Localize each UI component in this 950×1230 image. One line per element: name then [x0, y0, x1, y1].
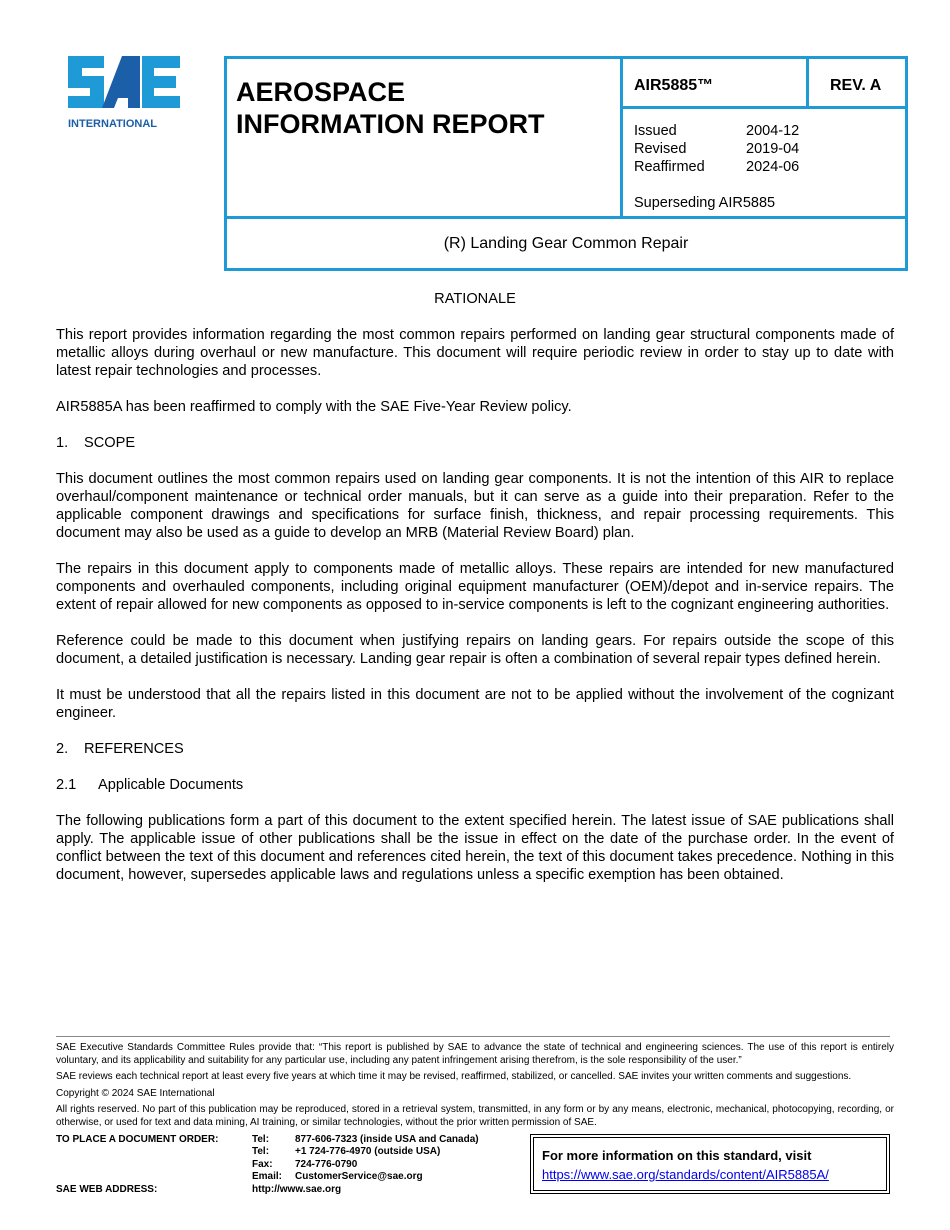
contact-values: 877-606-7323 (inside USA and Canada) +1 724-776-4970 (outside USA) 724-776-0790 CustomerService@sae.org http://www.sae.org	[295, 1134, 526, 1197]
date-labels: Issued Revised Reaffirmed	[634, 123, 705, 175]
logo-subtext: INTERNATIONAL	[68, 118, 158, 130]
sae-logo-icon	[66, 54, 191, 114]
contact-labels: Tel: Tel: Fax: Email:	[252, 1133, 283, 1183]
rationale-heading: RATIONALE	[434, 291, 516, 307]
order-labels	[56, 1134, 252, 1197]
document-body	[56, 290, 894, 902]
divider	[806, 56, 809, 109]
document-number: AIR5885™	[634, 77, 714, 94]
paragraph: This document outlines the most common repairs used on landing gear components. It is not the intention of this AIR to replace overhaul/component maintenance or technical order manuals, but it can serve as a guide into their preparation. Refer to the applicable component drawings and specifications for surface finish, thickness, and repair processing requirements. This document may also be used as a guide to develop an MRB (Material Review Board) plan.	[56, 471, 894, 541]
report-type-title: AEROSPACE INFORMATION REPORT	[236, 77, 545, 139]
divider	[620, 106, 908, 109]
document-title: (R) Landing Gear Common Repair	[443, 235, 689, 252]
footer-note: SAE Executive Standards Committee Rules provide that: “This report is published by SAE to advance the state of technical and engineering sciences. The use of this report is entirely voluntary, and its applicability and suitability for any particular use, including any patent infringement arising therefrom, is the sole responsibility of the user.”	[56, 1042, 894, 1066]
date-values: 2004-12 2019-04 2024-06	[746, 123, 800, 175]
footer-note: All rights reserved. No part of this publication may be reproduced, stored in a retrieval system, transmitted, in any form or by any means, electronic, mechanical, photocopying, recording, or otherwise, or used for text and data mining, AI training, or similar technologies, without the prior written permission of SAE.	[56, 1104, 894, 1128]
sae-logo	[66, 54, 191, 134]
superseding: Superseding AIR5885	[634, 195, 776, 211]
copyright: Copyright © 2024 SAE International	[56, 1087, 215, 1099]
footer	[56, 1036, 894, 1197]
footer-divider	[56, 1036, 890, 1037]
standard-link[interactable]: https://www.sae.org/standards/content/AIR5885A/	[542, 1166, 829, 1182]
paragraph: Reference could be made to this document when justifying repairs on landing gears. For repairs outside the scope of this document, a detailed justification is necessary. Landing gear repair is often a combination of several repair types defined herein.	[56, 633, 894, 667]
divider	[620, 56, 623, 219]
paragraph: The repairs in this document apply to components made of metallic alloys. These repairs are intended for new manufactured components and overhauled components, including original equipment manufacturer (OEM)/depot and in-service repairs. The extent of repair allowed for new components as opposed to in-service components is left to the cognizant engineering authorities.	[56, 561, 894, 613]
web-address[interactable]: http://www.sae.org	[252, 1183, 342, 1195]
footer-note: SAE reviews each technical report at least every five years at which time it may be revised, reaffirmed, stabilized, or cancelled. SAE invites your written comments and suggestions.	[56, 1071, 852, 1083]
section-heading-applicable-documents: 2.1 Applicable Documents	[56, 777, 244, 793]
section-heading-references: 2. REFERENCES	[56, 741, 184, 757]
section-heading-scope: 1. SCOPE	[56, 435, 136, 451]
more-info-text: For more information on this standard, visit	[542, 1147, 812, 1163]
paragraph: This report provides information regarding the most common repairs performed on landing gear structural components made of metallic alloys during overhaul or new manufacture. This document will require periodic review in order to stay up to date with latest repair technologies and processes.	[56, 327, 894, 379]
paragraph: The following publications form a part of this document to the extent specified herein. The latest issue of SAE publications shall apply. The applicable issue of other publications shall be the issue in effect on the date of the purchase order. In the event of conflict between the text of this document and references cited herein, the text of this document takes precedence. Nothing in this document, however, supersedes applicable laws and regulations unless a specific exemption has been obtained.	[56, 813, 894, 883]
revision: REV. A	[830, 77, 882, 94]
paragraph: AIR5885A has been reaffirmed to comply with the SAE Five-Year Review policy.	[56, 399, 572, 415]
paragraph: It must be understood that all the repairs listed in this document are not to be applied without the involvement of the cognizant engineer.	[56, 687, 894, 721]
order-section	[56, 1134, 894, 1197]
divider	[224, 216, 908, 219]
footer-notes	[56, 1042, 894, 1130]
more-info-box	[530, 1134, 890, 1194]
order-label: TO PLACE A DOCUMENT ORDER:	[56, 1133, 219, 1145]
web-label: SAE WEB ADDRESS:	[56, 1183, 158, 1195]
